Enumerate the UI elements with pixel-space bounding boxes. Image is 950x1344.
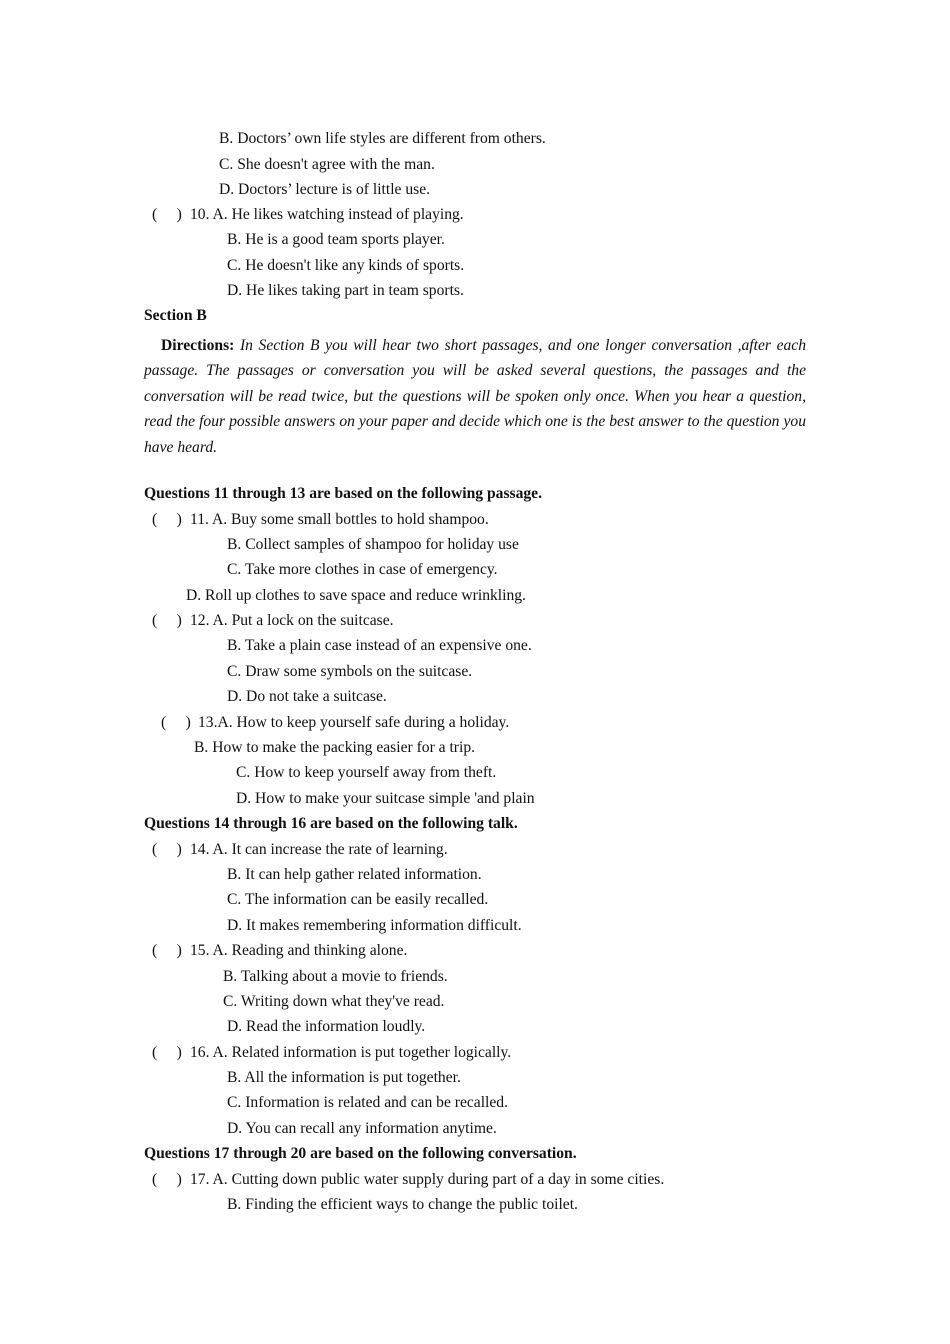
q17-option-a: 17. A. Cutting down public water supply during part of a day in some cities.: [190, 1171, 665, 1188]
q13-option-a: 13.A. How to keep yourself safe during a holiday.: [198, 714, 510, 731]
group3-heading: Questions 17 through 20 are based on the following conversation.: [144, 1145, 577, 1162]
q14-answer-bracket: ( ): [152, 841, 182, 858]
q13-option-d: D. How to make your suitcase simple 'and plain: [236, 790, 535, 807]
q15-option-a: 15. A. Reading and thinking alone.: [190, 942, 408, 959]
q10-option-b: B. He is a good team sports player.: [227, 231, 445, 248]
q10-option-d: D. He likes taking part in team sports.: [227, 282, 464, 299]
q15-option-c: C. Writing down what they've read.: [223, 993, 445, 1010]
q16-answer-bracket: ( ): [152, 1044, 182, 1061]
q16-option-b: B. All the information is put together.: [227, 1069, 461, 1086]
q13-answer-bracket: ( ): [161, 714, 191, 731]
q9-option-d: D. Doctors’ lecture is of little use.: [219, 181, 431, 198]
q12-option-d: D. Do not take a suitcase.: [227, 688, 387, 705]
q11-answer-bracket: ( ): [152, 511, 182, 528]
q15-option-d: D. Read the information loudly.: [227, 1018, 426, 1035]
directions-text: In Section B you will hear two short passages, and one longer conversation ,after each passage. The passages or conversation you will be asked several questions, the passages and the conversation will be read twice, but the questions will be spoken only once. When you hear a question, read the four possible answers on your paper and decide which one is the best answer to the question you have heard.: [144, 337, 807, 456]
group1-heading: Questions 11 through 13 are based on the following passage.: [144, 485, 542, 502]
q14-option-a: 14. A. It can increase the rate of learning.: [190, 841, 448, 858]
q14-option-c: C. The information can be easily recalled.: [227, 891, 489, 908]
q11-option-b: B. Collect samples of shampoo for holiday use: [227, 536, 519, 553]
q11-option-d: D. Roll up clothes to save space and reduce wrinkling.: [186, 587, 526, 604]
q10-answer-bracket: ( ): [152, 206, 182, 223]
section-b-title: Section B: [144, 307, 207, 324]
q13-option-b: B. How to make the packing easier for a trip.: [194, 739, 476, 756]
directions-label: Directions:: [161, 337, 235, 354]
q17-option-b: B. Finding the efficient ways to change the public toilet.: [227, 1196, 578, 1213]
q9-option-b: B. Doctors’ own life styles are different from others.: [219, 130, 546, 147]
q12-option-c: C. Draw some symbols on the suitcase.: [227, 663, 473, 680]
q14-option-d: D. It makes remembering information difficult.: [227, 917, 522, 934]
q16-option-a: 16. A. Related information is put together logically.: [190, 1044, 512, 1061]
q12-option-a: 12. A. Put a lock on the suitcase.: [190, 612, 394, 629]
q11-option-c: C. Take more clothes in case of emergency.: [227, 561, 498, 578]
q9-option-c: C. She doesn't agree with the man.: [219, 156, 435, 173]
q12-answer-bracket: ( ): [152, 612, 182, 629]
q16-option-d: D. You can recall any information anytime.: [227, 1120, 497, 1137]
q10-option-a: 10. A. He likes watching instead of playing.: [190, 206, 464, 223]
q11-option-a: 11. A. Buy some small bottles to hold shampoo.: [190, 511, 489, 528]
q15-answer-bracket: ( ): [152, 942, 182, 959]
section-b-directions: [144, 333, 806, 460]
q16-option-c: C. Information is related and can be recalled.: [227, 1094, 508, 1111]
group2-heading: Questions 14 through 16 are based on the following talk.: [144, 815, 518, 832]
q14-option-b: B. It can help gather related information.: [227, 866, 482, 883]
q10-option-c: C. He doesn't like any kinds of sports.: [227, 257, 465, 274]
q12-option-b: B. Take a plain case instead of an expensive one.: [227, 637, 532, 654]
q13-option-c: C. How to keep yourself away from theft.: [236, 764, 497, 781]
q17-answer-bracket: ( ): [152, 1171, 182, 1188]
q15-option-b: B. Talking about a movie to friends.: [223, 968, 448, 985]
